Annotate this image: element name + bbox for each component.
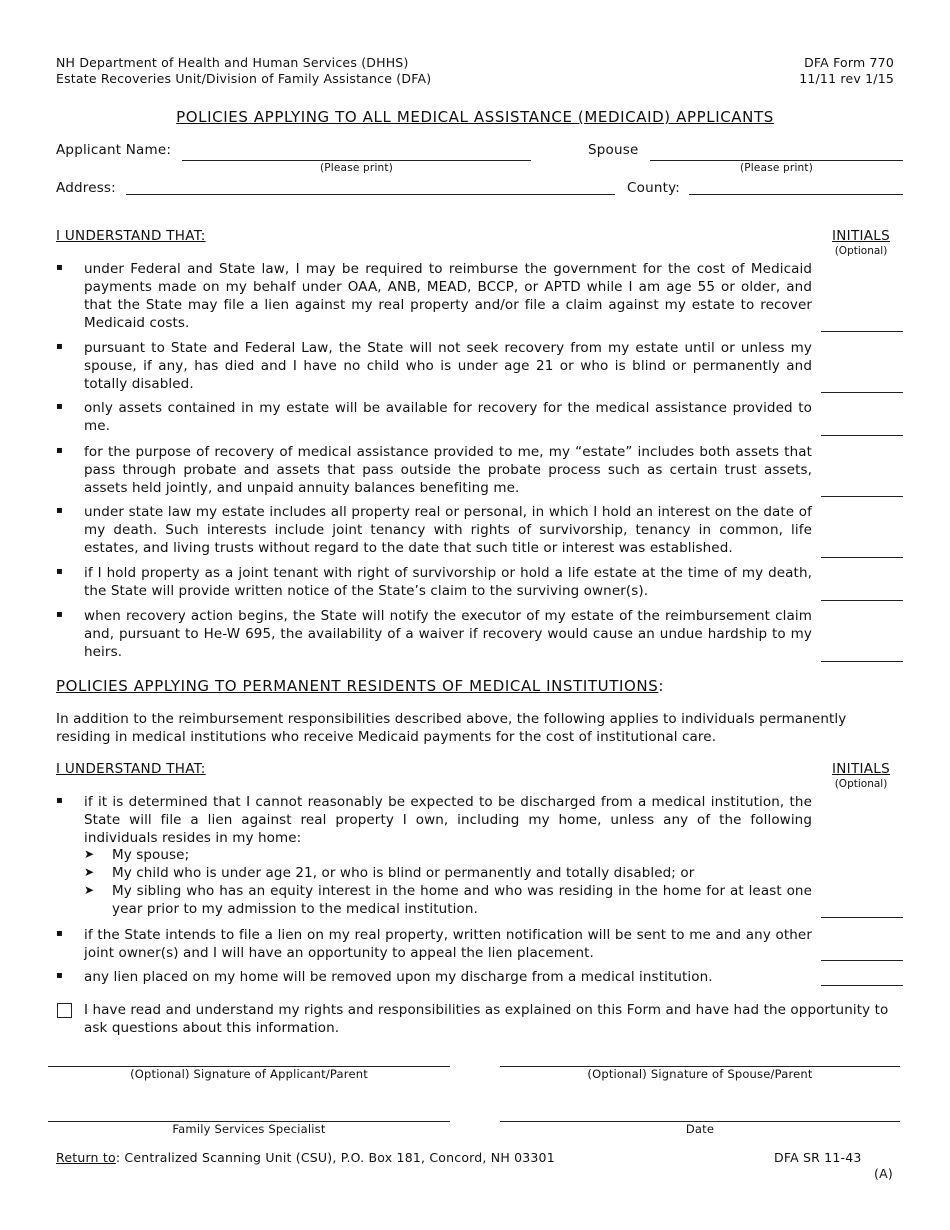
form-number: DFA Form 770: [804, 55, 894, 70]
arrow-bullet-icon: ➤: [84, 865, 95, 879]
list-item: when recovery action begins, the State will notify the executor of my estate of the reimbursement claim and, pursuant to He-W 695, the availability of a waiver if recovery would cause an undue hardship to my heirs.: [84, 608, 812, 660]
spouse-label: Spouse: [588, 142, 639, 158]
square-bullet-icon: ▪: [56, 262, 63, 273]
square-bullet-icon: ▪: [56, 928, 63, 939]
please-print-hint: (Please print): [739, 162, 814, 174]
list-item: under state law my estate includes all property real or personal, in which I hold an interest on the date of my death. Such interests include joint tenancy with rights of survivorship, tenancy in common, life estates, and living trusts without regard to the date that such title or interest was established.: [84, 504, 812, 556]
form-revision: 11/11 rev 1/15: [799, 71, 894, 86]
spouse-signature-label: (Optional) Signature of Spouse/Parent: [587, 1067, 813, 1081]
acknowledgement-checkbox[interactable]: [57, 1003, 72, 1018]
applicant-signature-label: (Optional) Signature of Applicant/Parent: [130, 1067, 368, 1081]
initials-field[interactable]: [821, 496, 903, 497]
square-bullet-icon: ▪: [56, 970, 63, 981]
initials-field[interactable]: [821, 600, 903, 601]
list-item: under Federal and State law, I may be required to reimburse the government for the cost of Medicaid payments made on my behalf under OAA, ANB, MEAD, BCCP, or APTD while I am age 55 or older, and that the State may file a lien against my real property and/or file a claim against my estate to recover Medicaid costs.: [84, 261, 812, 331]
initials-field[interactable]: [821, 985, 903, 986]
agency-line-1: NH Department of Health and Human Services (DHHS): [56, 55, 409, 70]
applicant-name-label: Applicant Name:: [56, 142, 172, 158]
initials-field[interactable]: [821, 435, 903, 436]
sub-list-item: My sibling who has an equity interest in the home and who was residing in the home for at least one year prior to my admission to the medical institution.: [112, 883, 812, 917]
initials-field[interactable]: [821, 392, 903, 393]
sub-list-item: My child who is under age 21, or who is blind or permanently and totally disabled; or: [112, 865, 695, 881]
address-label: Address:: [56, 180, 116, 196]
arrow-bullet-icon: ➤: [84, 847, 95, 861]
square-bullet-icon: ▪: [56, 566, 63, 577]
return-address: [56, 1150, 555, 1165]
initials-heading: INITIALS: [831, 228, 890, 244]
return-to-text: : Centralized Scanning Unit (CSU), P.O. Box 181, Concord, NH 03301: [115, 1150, 555, 1165]
list-item: if the State intends to file a lien on my real property, written notification will be sent to me and any other joint owner(s) and I will have an opportunity to appeal the lien placement.: [84, 927, 812, 961]
initials-field[interactable]: [821, 960, 903, 961]
initials-optional: (Optional): [834, 778, 888, 790]
list-item: any lien placed on my home will be removed upon my discharge from a medical institution.: [84, 969, 713, 985]
square-bullet-icon: ▪: [56, 401, 63, 412]
initials-field[interactable]: [821, 331, 903, 332]
acknowledgement-text: I have read and understand my rights and responsibilities as explained on this Form and have had the opportunity to ask questions about this information.: [84, 1002, 889, 1036]
applicant-name-field[interactable]: [182, 160, 531, 161]
list-item: if I hold property as a joint tenant with right of survivorship or hold a life estate at the time of my death, the State will provide written notice of the State’s claim to the surviving owner(s).: [84, 565, 812, 599]
arrow-bullet-icon: ➤: [84, 883, 95, 897]
return-to-label: Return to: [56, 1150, 116, 1165]
initials-field[interactable]: [821, 661, 903, 662]
specialist-label: Family Services Specialist: [172, 1122, 326, 1136]
agency-line-2: Estate Recoveries Unit/Division of Family Assistance (DFA): [56, 71, 432, 86]
county-field[interactable]: [689, 194, 903, 195]
section-intro: In addition to the reimbursement responsibilities described above, the following applies to individuals permanently residing in medical institutions who receive Medicaid payments for the cost of institutional care.: [56, 711, 847, 745]
square-bullet-icon: ▪: [56, 445, 63, 456]
county-label: County:: [627, 180, 681, 196]
list-item: pursuant to State and Federal Law, the State will not seek recovery from my estate until or unless my spouse, if any, has died and I have no child who is under age 21 or who is blind or permanently and totally disabled.: [84, 340, 812, 392]
page-title: POLICIES APPLYING TO ALL MEDICAL ASSISTANCE (MEDICAID) APPLICANTS: [176, 108, 774, 126]
square-bullet-icon: ▪: [56, 795, 63, 806]
section-title: [56, 677, 664, 695]
section-heading: I UNDERSTAND THAT:: [56, 228, 206, 244]
square-bullet-icon: ▪: [56, 609, 63, 620]
sub-list-item: My spouse;: [112, 847, 190, 863]
section-title-text: POLICIES APPLYING TO PERMANENT RESIDENTS OF MEDICAL INSTITUTIONS: [56, 677, 659, 695]
initials-field[interactable]: [821, 917, 903, 918]
section-title-suffix: :: [658, 677, 665, 695]
please-print-hint: (Please print): [319, 162, 394, 174]
initials-optional: (Optional): [834, 245, 888, 257]
initials-field[interactable]: [821, 557, 903, 558]
list-item: for the purpose of recovery of medical assistance provided to me, my “estate” includes both assets that pass through probate and assets that pass outside the probate process such as certain trust assets, assets held jointly, and unpaid annuity balances benefiting me.: [84, 444, 812, 496]
address-field[interactable]: [126, 194, 615, 195]
date-label: Date: [685, 1122, 715, 1136]
section-heading: I UNDERSTAND THAT:: [56, 761, 206, 777]
square-bullet-icon: ▪: [56, 341, 63, 352]
initials-heading: INITIALS: [831, 761, 890, 777]
square-bullet-icon: ▪: [56, 505, 63, 516]
form-version: (A): [874, 1166, 893, 1181]
list-item: only assets contained in my estate will be available for recovery for the medical assistance provided to me.: [84, 400, 812, 434]
form-code: DFA SR 11-43: [774, 1150, 862, 1165]
list-item: if it is determined that I cannot reasonably be expected to be discharged from a medical institution, the State will file a lien against real property I own, including my home, unless any of the following individuals resides in my home:: [84, 794, 812, 846]
spouse-name-field[interactable]: [650, 160, 903, 161]
